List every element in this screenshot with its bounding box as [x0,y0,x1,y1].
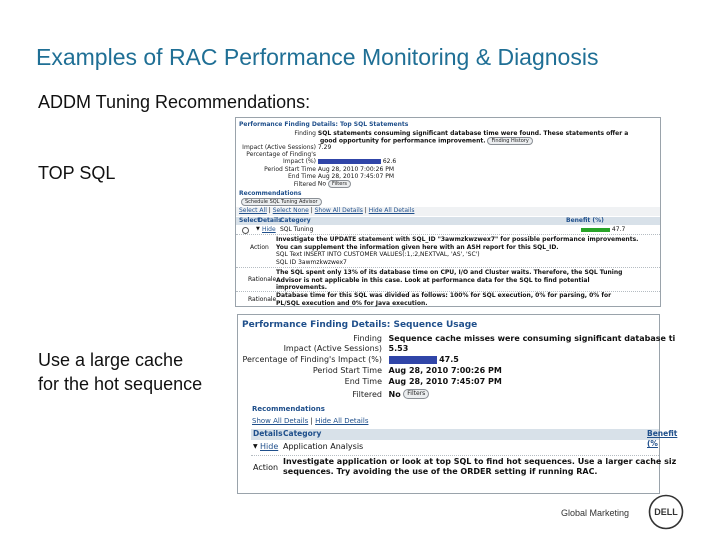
shot1-action-text2: You can supplement the information given here with an ASH report for this SQL_ID. [276,243,559,251]
shot1-pct-row2 [236,158,396,166]
shot1-table-header [236,217,660,225]
shot2-finding-value: Sequence cache misses were consuming significant database ti [388,334,676,343]
shot1-schedule-button[interactable]: Schedule SQL Tuning Advisor [241,198,322,206]
shot1-start-value: Aug 28, 2010 7:00:26 PM [317,166,395,173]
shot2-filtered-key: Filtered [352,389,382,399]
shot2-recommendations-label: Recommendations [252,405,325,413]
shot1-filters-button[interactable]: Filters [328,180,351,188]
dell-logo [648,494,684,530]
label-top-sql: TOP SQL [38,163,116,183]
shot1-row-expand-icon: ▼ [256,226,260,232]
shot1-rationale-text2: Advisor is not applicable in this case. Look at performance data for the SQL to find potential [276,276,590,284]
shot2-divider [251,455,659,456]
shot1-recommendations-label: Recommendations [239,190,302,197]
shot2-action-label: Action [253,463,279,472]
shot1-benefit-bar [581,228,610,232]
shot1-toolbar: Select All | Select None | Show All Details | Hide All Details [236,207,660,216]
slide-subtitle: ADDM Tuning Recommendations: [38,92,311,112]
shot2-impact-row [238,344,408,354]
shot1-finding-row2 [320,137,533,145]
shot1-rationale2-label: Rationale [248,296,277,303]
shot1-start-key: Period Start Time [264,166,316,173]
screenshot-top-sql [235,117,661,307]
shot1-finding-key: Finding [294,130,316,137]
shot1-select-all-link[interactable]: Select All [239,207,267,214]
shot1-schedule-wrap [241,198,322,206]
shot1-rationale-text3: improvements. [276,284,327,291]
shot2-end-row [238,377,502,387]
shot1-filtered-key: Filtered [293,180,316,188]
shot1-filtered-value: No [317,180,327,188]
shot1-rationale2-text2: PL/SQL execution and 0% for Java execution. [276,299,428,307]
shot2-end-value: Aug 28, 2010 7:45:07 PM [388,377,502,386]
shot1-impact-key: Impact (Active Sessions) [242,144,316,151]
shot1-select-none-link[interactable]: Select None [272,207,309,214]
shot2-table-row [251,442,659,453]
shot1-end-key: End Time [288,173,316,180]
shot1-action-sqlid: SQL ID 3awmzkwzwex7 [276,258,347,266]
shot2-pct-key: Percentage of Finding's Impact (%) [242,355,382,364]
shot2-start-value: Aug 28, 2010 7:00:26 PM [388,366,502,375]
shot2-row-expand-icon: ▼ [253,443,258,450]
shot1-col-select: Select [239,217,260,224]
shot2-impact-key: Impact (Active Sessions) [283,344,382,353]
shot1-action-sql: SQL Text INSERT INTO CUSTOMER VALUES(:1,:2,NEXTVAL, 'AS', 'SC') [276,251,480,258]
shot1-divider [236,234,660,235]
shot2-filtered-value: No [388,389,401,399]
shot1-action-text1: Investigate the UPDATE statement with SQL_ID "3awmzkwzwex7" for possible performance improvements. [276,236,639,243]
shot1-show-all-link[interactable]: Show All Details [314,207,363,214]
shot1-action-label: Action [250,244,269,251]
shot1-end-value: Aug 28, 2010 7:45:07 PM [317,173,395,180]
shot1-rationale-label: Rationale [248,276,277,283]
shot1-col-benefit: Benefit (%) [566,217,604,224]
shot2-show-all-link[interactable]: Show All Details [252,417,309,425]
shot2-impact-bar [389,356,437,364]
shot2-filtered-row [238,389,429,400]
shot2-row-hide-link[interactable]: Hide [260,442,279,451]
shot2-col-details: Details [253,429,283,438]
shot2-finding-key: Finding [353,334,382,343]
shot1-impact-value: 7.29 [317,144,332,151]
shot1-filtered-row [236,180,351,188]
shot2-col-benefit[interactable]: Benefit (% [647,429,678,448]
shot2-action-block [283,457,676,477]
slide-title: Examples of RAC Performance Monitoring & Diagnosis [36,44,599,70]
shot1-col-category: Category [280,217,311,224]
shot1-divider2 [236,267,660,268]
shot2-pct-row [238,355,459,365]
shot2-filters-button[interactable]: Filters [403,389,429,399]
shot2-start-row [238,366,502,376]
shot2-start-key: Period Start Time [312,366,382,375]
shot1-rationale2-block [276,292,611,307]
shot2-pct-value: 47.5 [439,355,459,364]
shot1-impact-bar [318,159,381,164]
shot2-row-category: Application Analysis [283,442,364,451]
shot1-rationale-block [276,269,622,292]
shot2-col-category: Category [283,429,322,438]
shot1-row-category: SQL Tuning [280,226,314,233]
shot1-hide-all-link[interactable]: Hide All Details [368,207,415,214]
shot2-header: Performance Finding Details: Sequence Usage [242,320,478,330]
footer-text: Global Marketing [561,508,630,518]
shot1-finding-history-button[interactable]: Finding History [487,137,532,145]
shot2-detail-links: Show All Details | Hide All Details [252,417,369,425]
shot1-rationale-text1: The SQL spent only 13% of its database time on CPU, I/O and Cluster waits. Therefore, the SQL Tuning [276,269,623,276]
shot2-finding-row [238,334,675,344]
shot2-end-key: End Time [344,377,382,386]
shot1-finding-value2: good opportunity for performance improvement. [320,137,486,145]
shot1-header: Performance Finding Details: Top SQL Statements [239,121,409,128]
screenshot-sequence-usage [237,314,678,494]
shot1-col-details: Details [258,217,282,224]
shot1-table-row [236,226,660,234]
shot1-pct-value: 62.6 [382,158,397,165]
shot2-hide-all-link[interactable]: Hide All Details [315,417,369,425]
shot1-rationale2-text1: Database time for this SQL was divided as follows: 100% for SQL execution, 0% for parsing, 0% for [276,292,612,299]
dell-logo-text: DELL [654,507,678,517]
shot1-action-block [276,236,638,266]
label-cache: Use a large cache for the hot sequence [38,350,203,394]
shot1-row-hide-link[interactable]: Hide [262,226,276,233]
shot1-pct-key: Percentage of Finding's [246,151,316,158]
shot2-impact-value: 5.53 [388,344,409,353]
shot1-pct-key2: Impact (%) [282,158,316,165]
shot2-action-text1: Investigate application or look at top SQL to find hot sequences. Use a larger cache siz [283,457,677,466]
shot2-action-text2: sequences. Try avoiding the use of the ORDER setting if running RAC. [283,467,598,476]
shot1-row-benefit: 47.7 [611,226,626,233]
shot1-row-benefit-wrap [581,226,625,234]
shot1-finding-value: SQL statements consuming significant database time were found. These statements offer a [317,130,629,137]
shot1-row-radio[interactable] [242,227,249,234]
